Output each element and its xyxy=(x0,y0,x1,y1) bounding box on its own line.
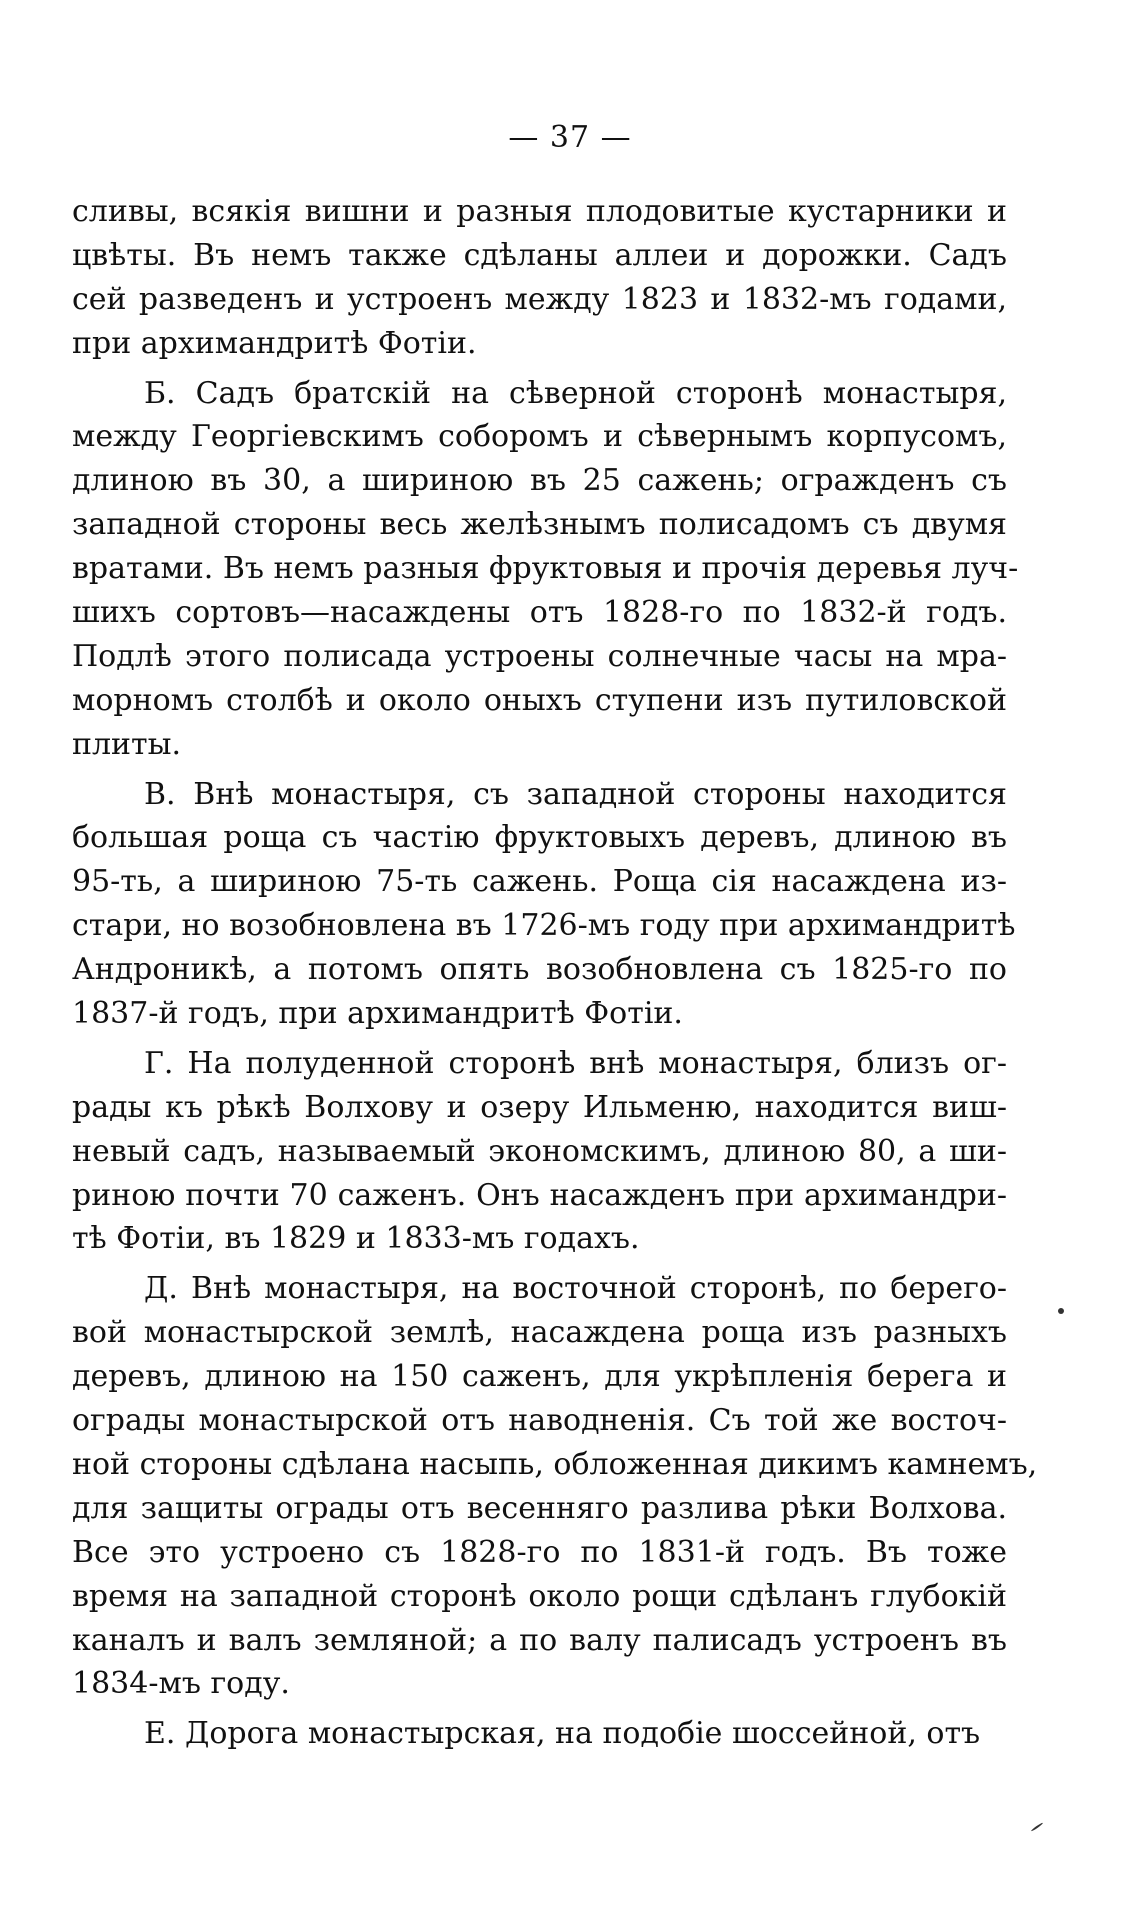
text-line: большая роща съ частію фруктовыхъ деревъ, длиною въ xyxy=(72,820,1007,856)
print-speck xyxy=(1058,1308,1064,1314)
text-line: невый садъ, называемый экономскимъ, длиною 80, а ши- xyxy=(72,1133,1007,1169)
text-line: стари, но возобновлена въ 1726-мъ году при архимандритѣ xyxy=(72,908,1016,944)
text-line: Андроникѣ, а потомъ опять возобновлена съ 1825-го по xyxy=(72,952,1007,988)
text-line: Б. Садъ братскій на сѣверной сторонѣ монастыря, xyxy=(144,375,1007,411)
text-line: морномъ столбѣ и около оныхъ ступени изъ путиловской xyxy=(72,682,1007,718)
text-line: цвѣты. Въ немъ также сдѣланы аллеи и дорожки. Садъ xyxy=(72,237,1007,273)
text-line: 1834-мъ году. xyxy=(72,1666,290,1702)
print-speck xyxy=(1031,1822,1044,1832)
text-line: Г. На полуденной сторонѣ внѣ монастыря, близъ ог- xyxy=(144,1045,1007,1081)
text-line: Д. Внѣ монастыря, на восточной сторонѣ, по берего- xyxy=(144,1271,1007,1307)
text-line: В. Внѣ монастыря, съ западной стороны находится xyxy=(144,776,1007,812)
text-line: западной стороны весь желѣзнымъ полисадомъ съ двумя xyxy=(72,507,1007,543)
text-line: шихъ сортовъ—насаждены отъ 1828-го по 1832-й годъ. xyxy=(72,595,1007,631)
text-line: для защиты ограды отъ весенняго разлива рѣки Волхова. xyxy=(72,1490,1007,1526)
paragraph xyxy=(72,372,1019,767)
text-line: тѣ Фотіи, въ 1829 и 1833-мъ годахъ. xyxy=(72,1221,640,1257)
paragraph xyxy=(72,1712,1007,1756)
page-number: — 37 — xyxy=(508,120,632,155)
text-line: между Георгіевскимъ соборомъ и сѣвернымъ корпусомъ, xyxy=(72,419,1007,455)
text-line: Все это устроено съ 1828-го по 1831-й годъ. Въ тоже xyxy=(72,1534,1007,1570)
text-line: ограды монастырской отъ наводненія. Съ той же восточ- xyxy=(72,1403,1007,1439)
text-line: деревъ, длиною на 150 саженъ, для укрѣпленія берега и xyxy=(72,1359,1007,1395)
paragraph xyxy=(72,773,1016,1036)
text-line: риною почти 70 саженъ. Онъ насажденъ при архимандри- xyxy=(72,1177,1007,1213)
text-line: при архимандритѣ Фотіи. xyxy=(72,325,477,361)
paragraph xyxy=(72,190,1007,366)
text-line: Подлѣ этого полисада устроены солнечные часы на мра- xyxy=(72,638,1007,674)
text-line: время на западной сторонѣ около рощи сдѣланъ глубокій xyxy=(72,1578,1007,1614)
text-line: вой монастырской землѣ, насаждена роща изъ разныхъ xyxy=(72,1315,1007,1351)
text-line: 1837-й годъ, при архимандритѣ Фотіи. xyxy=(72,996,683,1032)
text-line: вратами. Въ немъ разныя фруктовыя и прочія деревья луч- xyxy=(72,551,1019,587)
text-line: ной стороны сдѣлана насыпь, обложенная дикимъ камнемъ, xyxy=(72,1446,1038,1482)
text-line: 95-ть, а шириною 75-ть сажень. Роща сія насаждена из- xyxy=(72,864,1007,900)
text-line: Е. Дорога монастырская, на подобіе шоссейной, отъ xyxy=(144,1716,981,1752)
text-line: рады къ рѣкѣ Волхову и озеру Ильменю, находится виш- xyxy=(72,1089,1007,1125)
paragraph xyxy=(72,1042,1007,1261)
page-text xyxy=(72,190,1038,1756)
text-line: плиты. xyxy=(72,726,182,762)
text-line: каналъ и валъ земляной; а по валу палисадъ устроенъ въ xyxy=(72,1622,1007,1658)
text-line: сливы, всякія вишни и разныя плодовитые кустарники и xyxy=(72,194,1007,229)
text-line: сей разведенъ и устроенъ между 1823 и 1832-мъ годами, xyxy=(72,281,1007,317)
text-line: длиною въ 30, а шириною въ 25 сажень; огражденъ съ xyxy=(72,463,1007,499)
paragraph xyxy=(72,1267,1038,1706)
